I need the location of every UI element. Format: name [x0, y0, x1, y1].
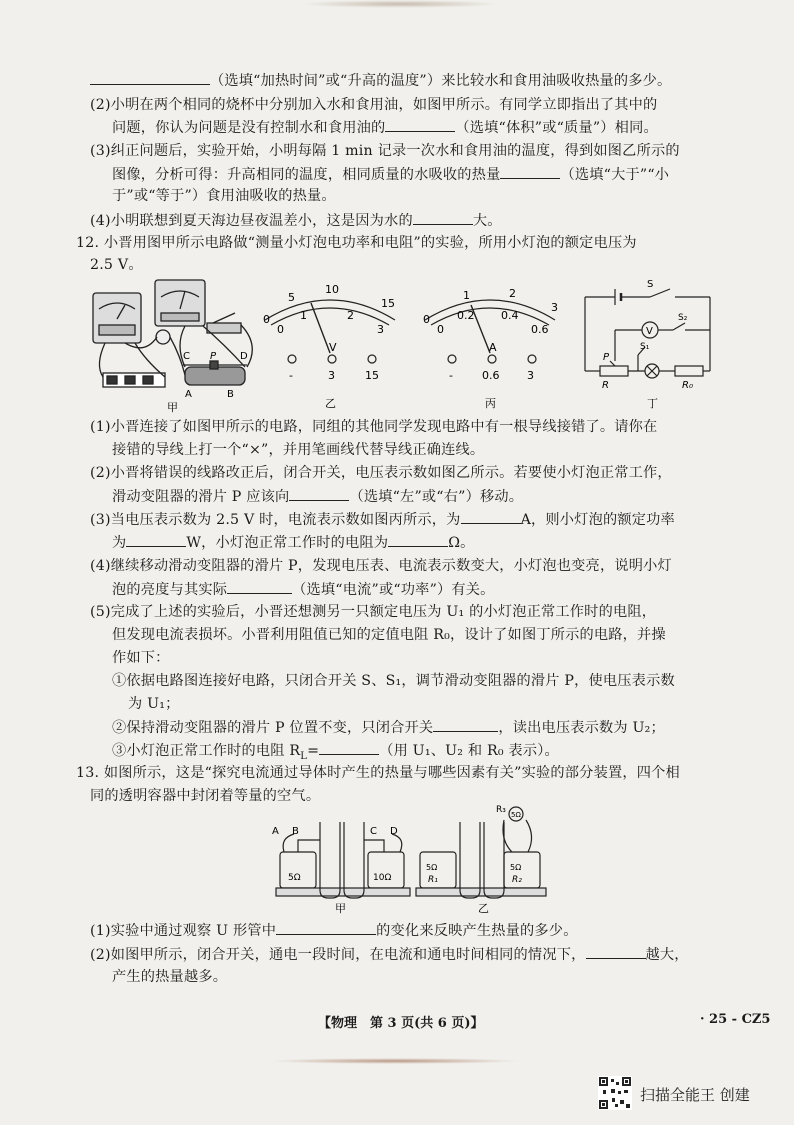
fig13-label-c: C [370, 826, 377, 837]
voltmeter-terminal-3: 3 [328, 369, 335, 382]
ammeter-unit: A [489, 341, 497, 354]
ammeter-bottom-04: 0.4 [501, 309, 519, 322]
ammeter-terminal-06: 0.6 [482, 369, 500, 382]
q11-part2: (2)小明在两个相同的烧杯中分别加入水和食用油，如图甲所示。有同学立即指出了其中的 [90, 97, 658, 113]
circuit-label-s2: S₂ [678, 313, 688, 323]
rheostat-label-a: A [185, 389, 192, 400]
rheostat-label-c: C [183, 351, 190, 362]
fig13-label-r3: R₃ [496, 805, 506, 815]
fig13-label-a: A [272, 826, 279, 837]
circuit-label-s1: S₁ [640, 342, 650, 352]
answer-blank[interactable] [385, 117, 455, 132]
circuit-label-s: S [647, 279, 654, 290]
q12-part4: (4)继续移动滑动变阻器的滑片 P，发现电压表、电流表示数变大，小灯泡也变亮，说明小灯 [90, 558, 672, 574]
figure-label-bing: 丙 [485, 397, 496, 410]
voltmeter-zero: 0 [263, 313, 270, 326]
q11-line-1: （选填“加热时间”或“升高的温度”）来比较水和食用油吸收热量的多少。 [90, 70, 671, 91]
q12-stem-cont: 2.5 V。 [90, 257, 143, 273]
q12-stem: 12. 小晋用图甲所示电路做“测量小灯泡电功率和电阻”的实验，所用小灯泡的额定电压为 [76, 235, 637, 251]
voltmeter-terminal-15: 15 [365, 369, 379, 382]
answer-blank[interactable] [433, 717, 498, 732]
figure-jia-circuit [93, 280, 252, 387]
ammeter-top-1: 1 [463, 289, 470, 302]
voltmeter-bottom-0: 0 [277, 323, 284, 336]
q12-step1-cont: 为 U₁； [128, 696, 180, 712]
rheostat-label-p: P [210, 351, 217, 362]
figure-label-ding: 丁 [647, 397, 658, 410]
answer-blank[interactable] [500, 164, 560, 179]
q11-part2-cont: 问题，你认为问题是没有控制水和食用油的 （选填“体积”或“质量”）相同。 [112, 117, 658, 138]
q12-step1: ①依据电路图连接好电路，只闭合开关 S、S₁，调节滑动变阻器的滑片 P，使电压表示数 [112, 673, 675, 689]
fig13-label-r2: R₂ [512, 875, 522, 885]
scanner-watermark: 扫描全能王 创建 [640, 1086, 750, 1104]
ammeter-top-3: 3 [551, 301, 558, 314]
circuit-label-r0: R₀ [682, 380, 693, 391]
q12-part4-cont: 泡的亮度与其实际 （选填“电流”或“功率”）有关。 [112, 579, 495, 600]
q11-part3-cont: 图像，分析可得：升高相同的温度，相同质量的水吸收的热量 （选填“大于”“小 [112, 164, 669, 185]
q13-part1: (1)实验中通过观察 U 形管中 的变化来反映产生热量的多少。 [90, 920, 578, 941]
fig13-resistor-10: 10Ω [373, 873, 392, 883]
q13-stem-cont: 同的透明容器中封闭着等量的空气。 [90, 788, 321, 804]
ammeter-terminal-neg: - [449, 369, 453, 382]
q12-part2-cont: 滑动变阻器的滑片 P 应该向 （选填“左”或“右”）移动。 [112, 486, 523, 507]
q12-part1-cont: 接错的导线上打一个“×”，并用笔画线代替导线正确连线。 [112, 442, 485, 458]
voltmeter-top-5: 5 [288, 291, 295, 304]
voltmeter-top-15: 15 [381, 297, 395, 310]
answer-blank[interactable] [289, 486, 349, 501]
answer-blank[interactable] [227, 579, 292, 594]
circuit-label-p: P [603, 352, 610, 363]
ammeter-bottom-02: 0.2 [457, 309, 475, 322]
fig13-resistor-r3: 5Ω [511, 811, 521, 819]
q12-part5: (5)完成了上述的实验后，小晋还想测另一只额定电压为 U₁ 的小灯泡正常工作时的电阻， [90, 604, 657, 620]
q12-part3: (3)当电压表示数为 2.5 V 时，电流表示数如图丙所示，为 A，则小灯泡的额定功率 [90, 509, 675, 530]
answer-blank[interactable] [388, 532, 448, 547]
q13-figures [260, 800, 560, 915]
q12-part5-cont2: 作如下： [112, 650, 170, 666]
ammeter-bottom-0: 0 [437, 323, 444, 336]
q12-step2: ②保持滑动变阻器的滑片 P 位置不变，只闭合开关 ，读出电压表示数为 U₂； [112, 717, 665, 738]
answer-blank[interactable] [461, 509, 521, 524]
qr-code-icon [598, 1076, 632, 1110]
page-footer: 【物理 第 3 页(共 6 页)】 [318, 1016, 484, 1031]
q13-part2-cont: 产生的热量越多。 [112, 969, 228, 985]
figure-label-jia-13: 甲 [335, 902, 346, 915]
fig13-resistor-5: 5Ω [288, 873, 301, 883]
fig13-resistor-r1: 5Ω [426, 863, 438, 872]
voltmeter-top-10: 10 [325, 283, 339, 296]
voltmeter-unit: V [329, 341, 337, 354]
circuit-label-r: R [602, 380, 609, 391]
answer-blank[interactable] [126, 532, 186, 547]
figure-label-yi-13: 乙 [478, 902, 489, 915]
q11-part4: (4)小明联想到夏天海边昼夜温差小，这是因为水的 大。 [90, 210, 502, 231]
rheostat-label-b: B [227, 389, 234, 400]
answer-blank[interactable] [319, 740, 379, 755]
ammeter-bottom-06: 0.6 [531, 323, 549, 336]
answer-blank[interactable] [276, 920, 376, 935]
q12-part1: (1)小晋连接了如图甲所示的电路，同组的其他同学发现电路中有一根导线接错了。请你在 [90, 419, 658, 435]
figure-label-yi: 乙 [325, 397, 336, 410]
voltmeter-bottom-2: 2 [347, 309, 354, 322]
voltmeter-bottom-1: 1 [300, 309, 307, 322]
fig13-label-r1: R₁ [428, 875, 438, 885]
fig13-label-d: D [390, 826, 398, 837]
q13-part2: (2)如图甲所示，闭合开关，通电一段时间，在电流和通电时间相同的情况下， 越大， [90, 944, 689, 965]
q11-part3-cont2: 于”或“等于”）食用油吸收的热量。 [112, 188, 336, 204]
q12-figures [85, 275, 725, 415]
ammeter-terminal-3: 3 [527, 369, 534, 382]
circuit-label-v: V [646, 326, 653, 337]
q12-part3-cont: 为 W，小灯泡正常工作时的电阻为 Ω。 [112, 532, 475, 553]
rheostat-label-d: D [240, 351, 248, 362]
fig13-resistor-r2: 5Ω [510, 863, 522, 872]
q12-step3: ③小灯泡正常工作时的电阻 $R_L=$ （用 U₁、U₂ 和 R₀ 表示）。 [112, 740, 559, 767]
fig13-label-b: B [292, 826, 299, 837]
q11-part3: (3)纠正问题后，实验开始，小明每隔 1 min 记录一次水和食用油的温度，得到如图乙所示的 [90, 143, 680, 159]
ammeter-top-2: 2 [509, 287, 516, 300]
q12-part2: (2)小晋将错误的线路改正后，闭合开关，电压表示数如图乙所示。若要使小灯泡正常工作， [90, 465, 672, 481]
q13-stem: 13. 如图所示，这是“探究电流通过导体时产生的热量与哪些因素有关”实验的部分装置，四个相 [76, 765, 680, 781]
figure-label-jia: 甲 [167, 401, 178, 414]
q12-part5-cont: 但发现电流表损坏。小晋利用阻值已知的定值电阻 R₀，设计了如图丁所示的电路，并操 [112, 627, 666, 643]
answer-blank[interactable] [90, 70, 210, 85]
answer-blank[interactable] [586, 944, 646, 959]
voltmeter-bottom-3: 3 [377, 323, 384, 336]
voltmeter-terminal-neg: - [289, 369, 293, 382]
ammeter-zero: 0 [423, 313, 430, 326]
answer-blank[interactable] [413, 210, 473, 225]
exam-code: · 25 - CZ5 [700, 1012, 771, 1027]
